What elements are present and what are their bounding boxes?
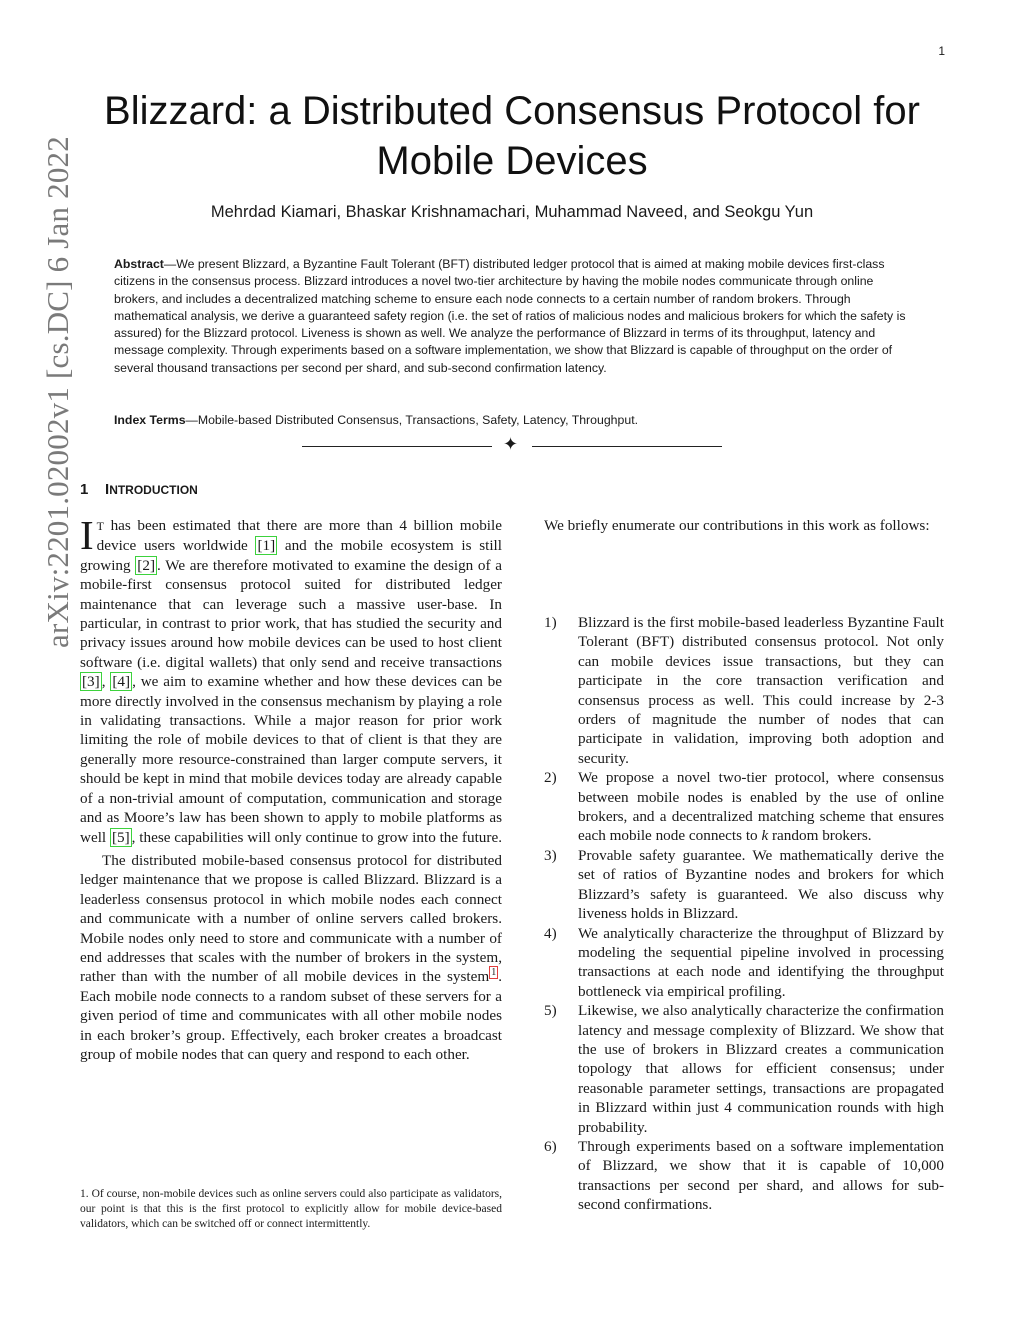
divider-line-left (302, 446, 492, 447)
list-item-number: 4) (544, 924, 557, 942)
list-item-number: 1) (544, 614, 557, 631)
abstract (114, 256, 911, 377)
page-number: 1 (938, 44, 945, 58)
dropcap: I (80, 512, 94, 558)
list-item-number: 2) (544, 769, 557, 787)
citation-link[interactable]: [1] (257, 537, 276, 555)
intro-text: The distributed mobile-based consensus protocol for distributed ledger maintenance that we propose is called Blizzard. Blizzard is a leaderless consensus protocol in which mobile nodes each connect and communicate with a number of online servers called brokers. Mobile nodes only need to store and communicate with a number of end addresses that scales with the number of brokers in the system, rather than with the number of all mobile devices in the system (80, 851, 502, 986)
section-heading (80, 481, 198, 498)
math-variable: k (761, 827, 769, 845)
intro-paragraph-2 (80, 851, 502, 1064)
intro-text: . We are therefore motivated to examine the design of a mobile-first consensus protocol suited for distributed ledger maintenance that can leverage such a massive user-base. In particular, in contrast to prior work, that has studied the security and privacy issues around how mobile devices can be used to host client software (i.e. digital wallets) that only send and receive transactions (80, 556, 502, 671)
intro-column (80, 512, 502, 1064)
divider-diamond-icon: ✦ (503, 434, 519, 455)
abstract-label: Abstract (114, 257, 164, 271)
paper-title: Blizzard: a Distributed Consensus Protocol for Mobile Devices (104, 89, 920, 183)
abstract-text: —We present Blizzard, a Byzantine Fault Tolerant (BFT) distributed ledger protocol that is aimed at making mobile devices first-class citizens in the consensus process. Blizzard introduces a novel two-tier architecture by having the mobile nodes communicate through online brokers, and includes a decentralized matching scheme to ensure each node connects to a certain number of random brokers. Through mathematical analysis, we derive a guaranteed safety region (i.e. the set of ratios of malicious nodes and malicious brokers for which the safety is assured) for the Blizzard protocol. Liveness is shown as well. We analyze the performance of Blizzard in terms of its throughput, latency and message complexity. Through experiments based on a software implementation, we show that Blizzard is capable of throughput on the order of several thousand transactions per second per shard, and sub-second confirmation latency. (114, 257, 906, 375)
author-list: Mehrdad Kiamari, Bhaskar Krishnamachari, Muhammad Naveed, and Seokgu Yun (210, 203, 814, 221)
list-item-number: 5) (544, 1002, 557, 1020)
list-item (522, 1137, 944, 1215)
index-terms (114, 413, 911, 427)
intro-text: , (101, 673, 111, 691)
arxiv-watermark: arXiv:2201.02002v1 [cs.DC] 6 Jan 2022 (40, 136, 75, 648)
list-item-number: 6) (544, 1137, 557, 1155)
list-item (522, 1001, 944, 1137)
list-item-text: We propose a novel two-tier protocol, where consensus between mobile nodes is enabled by the use of online brokers, and a decentralized matching scheme that ensures each mobile node connects to (578, 769, 944, 845)
contrib-intro (522, 516, 944, 535)
list-item-text: Provable safety guarantee. We mathematically derive the set of ratios of Byzantine nodes and brokers for which Blizzard’s safety is guaranteed. We also discuss why liveness holds in Blizzard. (578, 846, 944, 923)
list-item (522, 846, 944, 924)
divider-line-right (532, 446, 722, 447)
smallcap: T (96, 519, 104, 533)
contrib-intro-text: We briefly enumerate our contributions in this work as follows: (544, 517, 930, 534)
intro-text: . Each mobile node connects to a random subset of these servers for a given period of time and communicates with all other mobile nodes in each broker’s group. Effectively, each broker creates a broadcast group of mobile nodes that can query and respond to each other. (80, 968, 502, 1063)
intro-paragraph-1 (80, 512, 502, 847)
citation-link[interactable]: [4] (112, 673, 131, 691)
index-terms-label: Index Terms (114, 413, 186, 427)
citation-link[interactable]: [3] (82, 673, 100, 691)
list-item-text: Blizzard is the first mobile-based leaderless Byzantine Fault Tolerant (BFT) distributed consensus protocol. Not only can mobile devices issue transactions, but they can participate in the core transaction verification and consensus process as well. This could increase by 2-3 orders of magnitude the number of nodes that can participate in validation, improving both adoption and security. (578, 614, 944, 767)
list-item (522, 924, 944, 1002)
footnote: 1. Of course, non-mobile devices such as online servers could also participate as validators, our point is that this is the first protocol to explicitly allow for mobile device-based validators, which can be switched off or connect intermittently. (80, 1188, 502, 1231)
list-item-text: We analytically characterize the throughput of Blizzard by modeling the sequential pipeline involved in processing transactions at each node and identifying the throughput bottleneck via empirical profiling. (578, 924, 944, 1000)
list-item-text: random brokers. (768, 827, 872, 845)
citation-link[interactable]: [2] (137, 556, 156, 574)
list-item (522, 613, 944, 768)
intro-text: , these capabilities will only continue to grow into the future. (131, 828, 502, 846)
intro-text: , we aim to examine whether and how these devices can be more directly involved in the consensus mechanism by playing a role in validating transactions. While a major reason for prior work limiting the role of mobile devices to that of client is that they are generally more resource-constrained than larger compute servers, it should be kept in mind that mobile devices today are already capable of a non-trivial amount of computation, communication and storage and as Moore’s law has been shown to apply to mobile platforms as well (80, 673, 502, 846)
section-rest: NTRODUCTION (109, 483, 198, 497)
section-number: 1 (80, 481, 89, 498)
contributions-list (522, 613, 944, 1215)
list-item (522, 768, 944, 846)
list-item-text: Likewise, we also analytically characterize the confirmation latency and message complexity of Blizzard. We show that the use of brokers in Blizzard creates a communication topology that allows for efficient consensus; under reasonable parameter settings, transactions are propagated in Blizzard within just 4 communication rounds with high probability. (578, 1002, 944, 1136)
intro-text: and the mobile ecosystem is still growing (80, 537, 502, 574)
footnote-link[interactable]: 1 (491, 967, 497, 979)
list-item-number: 3) (544, 846, 557, 864)
index-terms-text: —Mobile-based Distributed Consensus, Transactions, Safety, Latency, Throughput. (185, 413, 639, 427)
list-item-text: Through experiments based on a software implementation of Blizzard, we show that it is capable of 10,000 transactions per second per shard, and allows for sub-second confirmations. (578, 1137, 944, 1214)
section-initial: I (105, 481, 110, 498)
intro-text: has been estimated that there are more than 4 billion mobile device users worldwide (96, 517, 502, 555)
citation-link[interactable]: [5] (111, 828, 130, 846)
